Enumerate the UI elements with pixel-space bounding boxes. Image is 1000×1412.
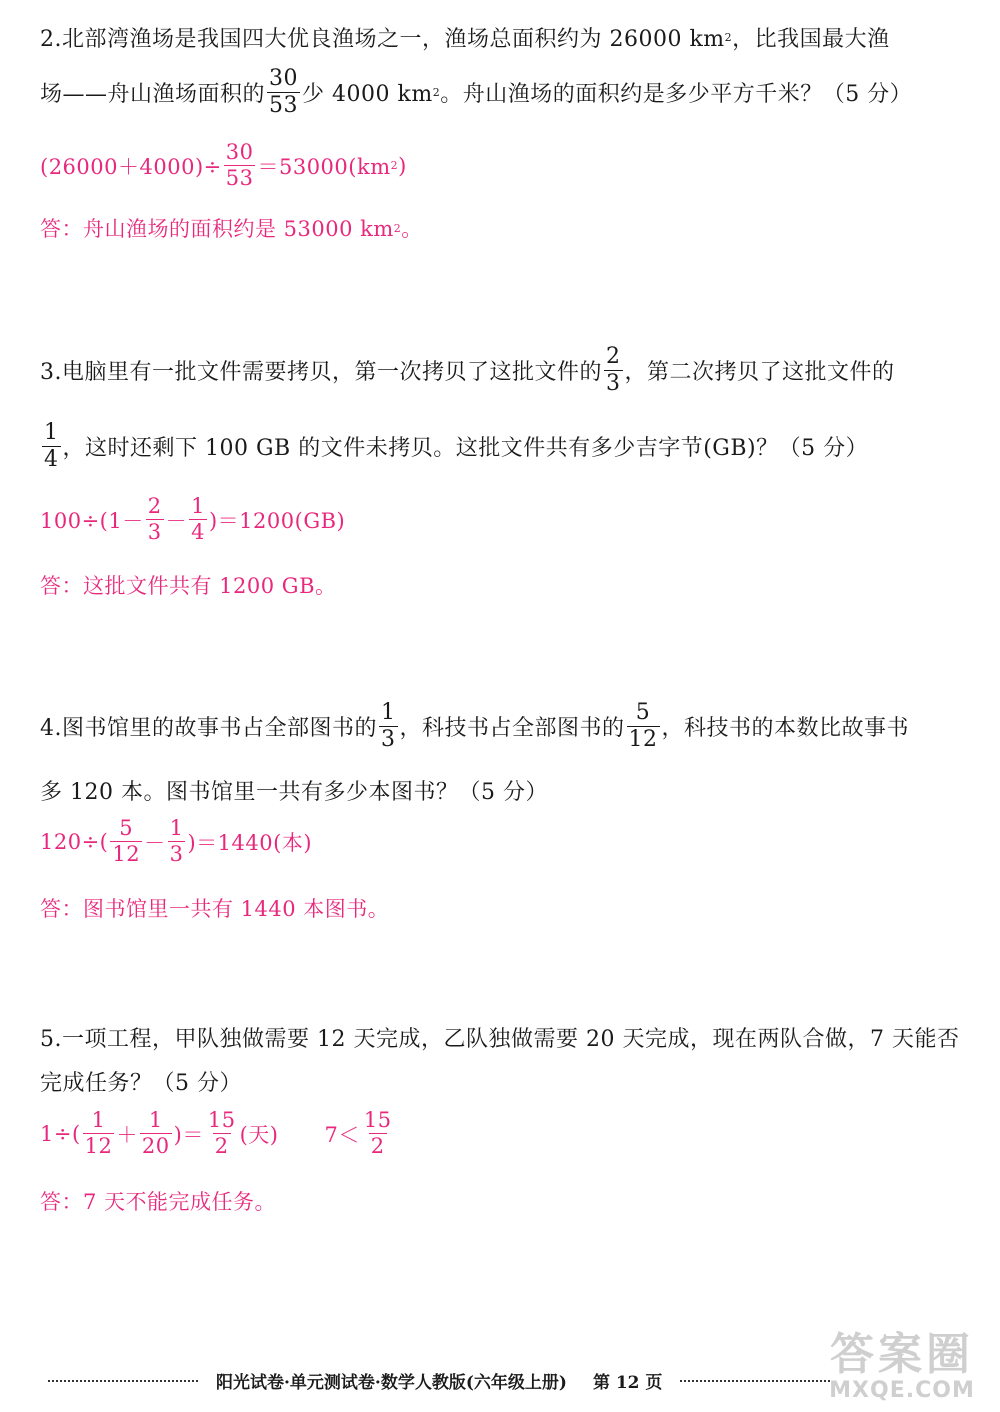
- q4-sol-start: 120÷(: [40, 829, 109, 854]
- q4-answer: [40, 893, 389, 923]
- q2-sol-sup: 2: [390, 159, 399, 172]
- q3-solution: [40, 496, 345, 543]
- q2-solution: [40, 142, 407, 189]
- q5-sol-f3-num: 15: [207, 1108, 236, 1132]
- q2-sol-fraction: [224, 142, 256, 189]
- q3-line1-end: ，第二次拷贝了这批文件的: [624, 360, 895, 385]
- q5-cmp-den: 2: [370, 1134, 385, 1158]
- watermark-en: MXQE.COM: [829, 1378, 975, 1403]
- q3-answer-text: 答：这批文件共有 1200 GB。: [40, 574, 337, 598]
- q5-sol-unit: (天): [239, 1122, 279, 1147]
- footer-right-dots: [680, 1380, 830, 1382]
- q4-frac1-num: 1: [381, 700, 396, 725]
- q2-line2: [40, 68, 912, 117]
- q2-sol-end: ＝53000(km: [257, 154, 391, 179]
- q5-line2: [40, 1066, 242, 1097]
- q4-line1-start: 4.图书馆里的故事书占全部图书的: [40, 716, 377, 741]
- q3-sol-f2-num: 1: [191, 494, 205, 518]
- q5-solution: [40, 1110, 396, 1157]
- q2-answer-end: 。: [401, 217, 423, 241]
- q2-frac-den: 53: [269, 93, 299, 118]
- q4-sol-f1-den: 12: [112, 842, 141, 866]
- q4-frac2-num: 5: [635, 700, 651, 725]
- q2-line1-end: ，比我国最大渔: [732, 27, 890, 52]
- q3-frac1-num: 2: [606, 344, 621, 369]
- q5-cmp-fraction: [362, 1110, 394, 1157]
- q4-frac2-den: 12: [628, 727, 658, 752]
- q2-sol-close: ): [398, 153, 407, 178]
- q5-line1: [40, 1022, 959, 1053]
- q3-fraction-1: [604, 346, 623, 395]
- footer-left-dots: [48, 1380, 198, 1382]
- q3-sol-end: )＝1200(GB): [208, 508, 346, 533]
- q2-line2-sup: 2: [432, 86, 441, 99]
- q3-sol-f1-num: 2: [147, 494, 162, 518]
- q4-sol-end: )＝1440(本): [187, 830, 313, 855]
- q5-sol-f1-num: 1: [91, 1108, 106, 1132]
- q5-line1-text: 5.一项工程，甲队独做需要 12 天完成，乙队独做需要 20 天完成，现在两队合做，7 天能否: [40, 1027, 960, 1052]
- q5-sol-f3-den: 2: [214, 1134, 229, 1158]
- q4-sol-f1-num: 5: [119, 816, 134, 840]
- q3-sol-f2-den: 4: [191, 520, 205, 544]
- q2-answer: [40, 213, 423, 243]
- q5-sol-f2-den: 20: [141, 1134, 170, 1158]
- q4-sol-f2-num: 1: [169, 816, 184, 840]
- q5-sol-f2-num: 1: [148, 1108, 163, 1132]
- q3-frac2-den: 4: [44, 447, 59, 472]
- q4-line1-mid: ，科技书占全部图书的: [399, 716, 625, 741]
- q2-answer-text: 答：舟山渔场的面积约是 53000 km: [40, 217, 394, 241]
- q2-line2-end: 。舟山渔场的面积约是多少平方千米？（5 分）: [440, 82, 913, 107]
- q4-fraction-2: [627, 702, 660, 751]
- q4-sol-f2-den: 3: [169, 842, 184, 866]
- q5-sol-f1-den: 12: [84, 1134, 113, 1158]
- q4-sol-fraction-2: [168, 818, 186, 865]
- q3-sol-fraction-1: [146, 496, 164, 543]
- watermark-cn: 答案圈: [830, 1329, 974, 1380]
- q3-answer: [40, 570, 337, 600]
- q5-sol-start: 1÷(: [40, 1121, 81, 1146]
- q2-line1-text: 2.北部湾渔场是我国四大优良渔场之一，渔场总面积约为 26000 km: [40, 27, 725, 52]
- q5-answer-text: 答：7 天不能完成任务。: [40, 1190, 277, 1214]
- q4-frac1-den: 3: [381, 727, 396, 752]
- q2-sol-frac-den: 53: [225, 166, 254, 190]
- q2-sol-frac-num: 30: [225, 140, 254, 164]
- q4-answer-text: 答：图书馆里一共有 1440 本图书。: [40, 897, 390, 921]
- q2-answer-sup: 2: [393, 221, 402, 235]
- q5-cmp-start: 7＜: [324, 1122, 360, 1147]
- q2-line2-mid: 少 4000 km: [302, 82, 433, 107]
- q3-sol-f1-den: 3: [147, 520, 162, 544]
- q2-line2-start: 场——舟山渔场面积的: [40, 82, 266, 107]
- footer-title: 阳光试卷·单元测试卷·数学人教版(六年级上册): [216, 1373, 567, 1393]
- q2-sol-start: (26000＋4000)÷: [40, 154, 222, 179]
- q3-fraction-2: [42, 422, 61, 471]
- q3-frac1-den: 3: [606, 371, 621, 396]
- q2-line1-sup: 2: [724, 31, 733, 44]
- watermark-logo: [812, 1318, 992, 1406]
- q5-sol-mid: )＝: [173, 1122, 204, 1147]
- q3-line1: [40, 346, 895, 395]
- q2-fraction: [267, 68, 300, 117]
- q2-frac-num: 30: [269, 66, 299, 91]
- q4-line2: [40, 775, 548, 806]
- q4-line1: [40, 702, 909, 751]
- q5-sol-fraction-2: [140, 1110, 172, 1157]
- q3-line2: [40, 422, 868, 471]
- q4-sol-fraction-1: [110, 818, 142, 865]
- q5-line2-text: 完成任务？（5 分）: [40, 1071, 242, 1096]
- q3-line2-end: ，这时还剩下 100 GB 的文件未拷贝。这批文件共有多少吉字节(GB)？（5 分）: [62, 436, 869, 461]
- q4-line2-text: 多 120 本。图书馆里一共有多少本图书？（5 分）: [40, 780, 548, 805]
- q4-line1-end: ，科技书的本数比故事书: [661, 716, 910, 741]
- q3-sol-fraction-2: [189, 496, 207, 543]
- q5-answer: [40, 1186, 276, 1216]
- q3-frac2-num: 1: [44, 420, 59, 445]
- q4-fraction-1: [379, 702, 398, 751]
- q5-sol-fraction-1: [83, 1110, 115, 1157]
- q5-cmp-num: 15: [363, 1108, 392, 1132]
- q3-sol-minus: －: [165, 508, 188, 533]
- q2-line1: [40, 22, 890, 53]
- q3-line1-start: 3.电脑里有一批文件需要拷贝，第一次拷贝了这批文件的: [40, 360, 602, 385]
- q5-sol-plus: ＋: [116, 1122, 138, 1147]
- q5-sol-fraction-3: [206, 1110, 238, 1157]
- footer-page-number: 第 12 页: [592, 1373, 663, 1393]
- q4-sol-minus: －: [144, 830, 166, 855]
- q4-solution: [40, 818, 312, 865]
- q3-sol-start: 100÷(1－: [40, 508, 144, 533]
